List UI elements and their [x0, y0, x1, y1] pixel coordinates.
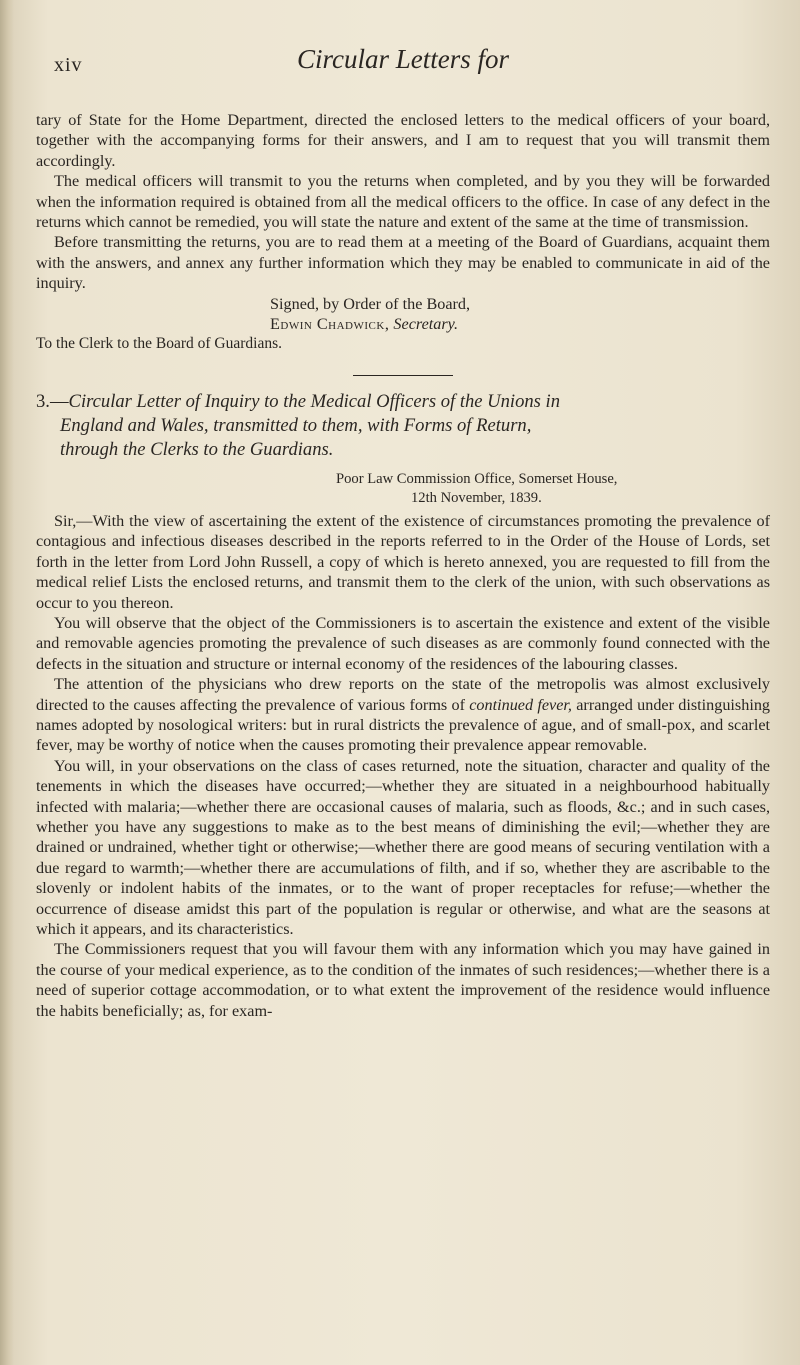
signed-line: Signed, by Order of the Board,: [270, 294, 471, 313]
para3-text-end: arranged under distinguishing names adopted by nosological writers: but in rural districts the prevalence of ague, and of small-pox, and scarlet fever, may be worthy of notice when the causes promoting their prevalence appear removable.: [36, 695, 771, 755]
signature: [36, 314, 770, 334]
heading-line-3: through the Clerks to the Guardians.: [60, 438, 334, 460]
letter3-paragraph-4: You will, in your observations on the class of cases returned, note the situation, character and quality of the tenements in which the diseases have occurred;—whether they are situated in a neighbourhood habitually infected with malaria;—whether there are occasional causes of malaria, such as floods, &c.; and in such cases, whether you have any suggestions to make as to the best means of diminishing the evil;—whether they are drained or undrained, whether tight or otherwise;—whether there are good means of securing ventilation with a due regard to warmth;—whether there are accumulations of filth, and if so, whether they are ascribable to the slovenly or indolent habits of the inmates, or to the want of proper receptacles for refuse;—whether the occurrence of disease amidst this part of the population is regular or otherwise, and what are the seasons at which it appears, and its characteristics.: [36, 756, 770, 938]
signer-name: Edwin Chadwick,: [270, 315, 390, 334]
section-divider: [353, 375, 453, 376]
letter2-paragraph-2: The medical officers will transmit to you the returns when completed, and by you they will be forwarded when the information required is obtained from all the medical officers to the office. In case of any defect in the returns which cannot be remedied, you will state the nature and extent of the same at the time of transmission.: [36, 172, 770, 232]
running-head: [36, 0, 770, 110]
page-number: xiv: [54, 54, 83, 76]
addressee: To the Clerk to the Board of Guardians.: [36, 335, 282, 353]
letter2-paragraph-1: tary of State for the Home Department, directed the enclosed letters to the medical officers of your board, together with the accompanying forms for their answers, and I am to request that you will transmit them accordingly.: [36, 111, 770, 170]
signer-title: Secretary.: [393, 315, 458, 334]
dateline-date: 12th November, 1839.: [411, 489, 542, 506]
para3-text-start: The attention of the physicians who drew reports on the state of the metropolis was almost exclusively directed to the causes affecting the prevalence of various forms of: [36, 675, 770, 714]
letter3-paragraph-3: [36, 674, 770, 756]
page-gutter-shadow: [0, 0, 14, 1365]
heading-line-2: England and Wales, transmitted to them, with Forms of Return,: [60, 414, 532, 436]
running-title: Circular Letters for: [296, 44, 510, 74]
letter3-paragraph-5: The Commissioners request that you will favour them with any information which you may have gained in the course of your medical experience, as to the condition of the inmates of such residences;—whether there is a need of superior cottage accommodation, or to what extent the improvement of the residence would influence the habits beneficially; as, for exam-: [36, 940, 770, 1020]
letter3-paragraph-1: Sir,—With the view of ascertaining the extent of the existence of circumstances promoting the prevalence of contagious and infectious diseases described in the reports referred to in the Order of the House of Lords, set forth in the letter from Lord John Russell, a copy of which is hereto annexed, you are requested to fill from the medical relief Lists the enclosed returns, and transmit them to the clerk of the union, with such observations as occur to you thereon.: [36, 511, 770, 612]
letter3-paragraph-2: You will observe that the object of the Commissioners is to ascertain the existence and extent of the visible and removable agencies promoting the prevalence of such diseases as are commonly found connected with the defects in the situation and structure or internal economy of the residences of the labouring classes.: [36, 613, 770, 673]
heading-line-1: Circular Letter of Inquiry to the Medical Officers of the Unions in: [68, 390, 561, 412]
heading-number: 3.—: [36, 390, 69, 412]
para3-italic-term: continued fever,: [469, 695, 572, 714]
letter3-heading: [36, 390, 770, 462]
dateline-place: Poor Law Commission Office, Somerset House,: [336, 470, 618, 487]
letter2-paragraph-3: Before transmitting the returns, you are to read them at a meeting of the Board of Guardians, acquaint them with the answers, and annex any further information which they may be enabled to communicate in aid of the inquiry.: [36, 233, 770, 293]
page-content: [36, 0, 770, 1021]
